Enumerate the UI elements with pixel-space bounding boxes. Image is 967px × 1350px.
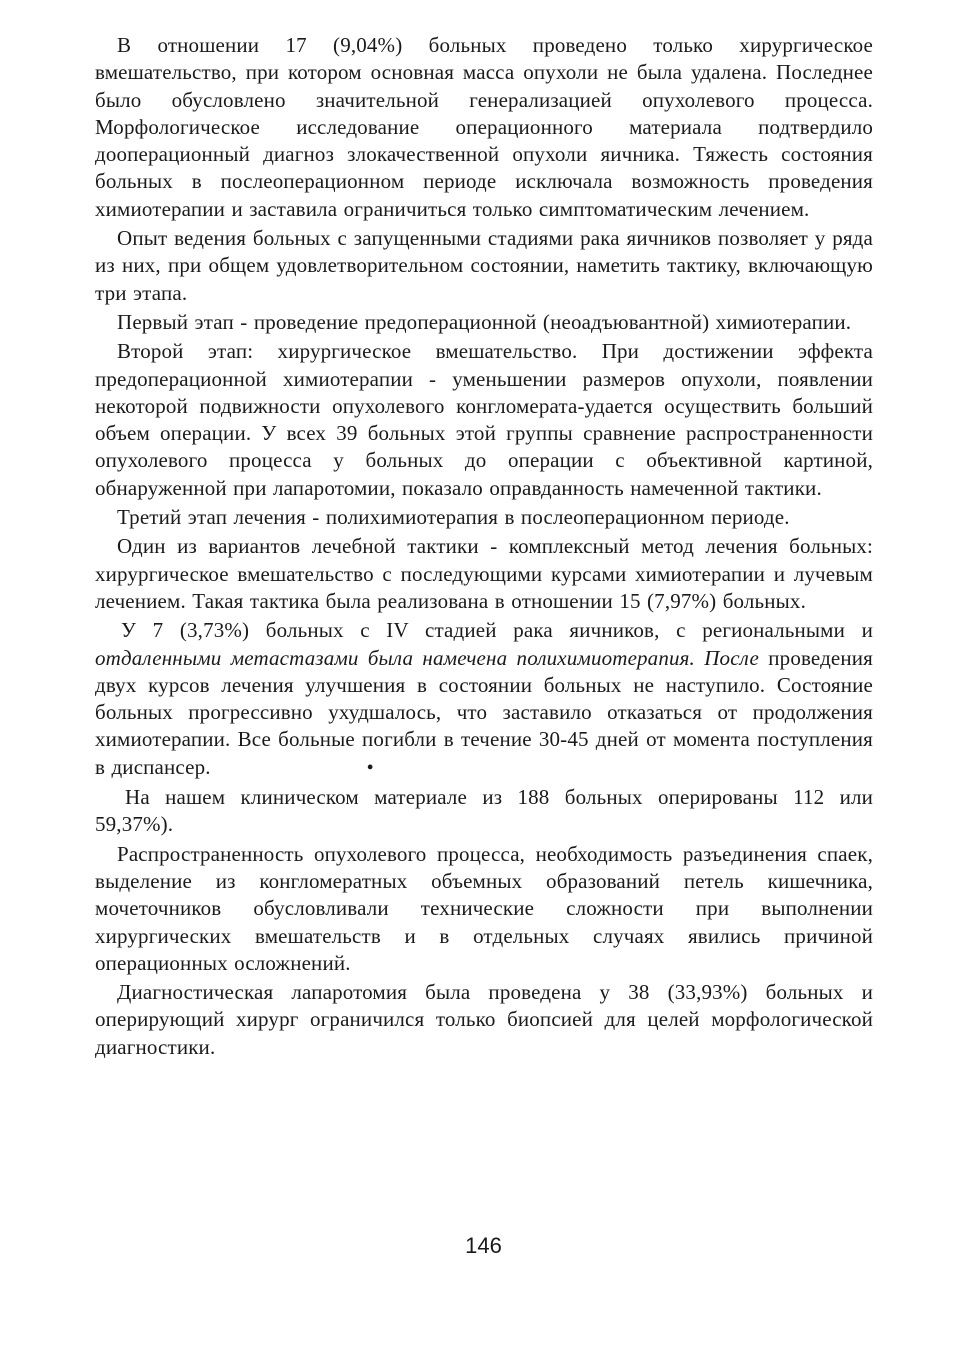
paragraph-combined-method: Один из вариантов лечебной тактики - комплексный метод лечения больных: хирургическое вмешательство с последующими курсами химиотерапии и лучевым лечением. Такая тактика была реализована в отношении 15 (7,97%) больных. [95,534,873,613]
bullet-mark: • [366,756,374,779]
paragraph-technical-difficulties: Распространенность опухолевого процесса, необходимость разъединения спаек, выделение из конгломератных объемных образований петель кишечника, мочеточников обусловливали технические сложности при выполнении хирургических вмешательств и в отдельных случаях явились причиной операционных осложнений. [95,841,873,975]
paragraph-advanced-stage-tactics: Опыт ведения больных с запущенными стадиями рака яичников позволяет у ряда из них, при общем удовлетворительном состоянии, наметить тактику, включающую три этапа. [95,226,873,305]
paragraph-surgery-only: В отношении 17 (9,04%) больных проведено только хирургическое вмешательство, при котором основная масса опухоли не была удалена. Последнее было обусловлено значительной генерализацией опухолевого процесса. Морфологическое исследование операционного материала подтвердило дооперационный диагноз злокачественной опухоли яичника. Тяжесть состояния больных в послеоперационном периоде исключала возможность проведения химиотерапии и заставила ограничиться только симптоматическим лечением. [95,33,873,221]
page-body [95,32,873,1063]
paragraph-second-stage: Второй этап: хирургическое вмешательство. При достижении эффекта предоперационной химиотерапии - уменьшении размеров опухоли, появлении некоторой подвижности опухолевого конгломерата-удается осуществить больший объем операции. У всех 39 больных этой группы сравнение распространенности опухолевого процесса у больных до операции с объективной картиной, обнаруженной при лапаротомии, показало оправданность намеченной тактики. [95,339,873,500]
paragraph-first-stage: Первый этап - проведение предоперационной (неоадъювантной) химиотерапии. [117,309,852,334]
page-number: 146 [465,1233,502,1258]
paragraph-diagnostic-laparotomy: Диагностическая лапаротомия была проведена у 38 (33,93%) больных и оперирующий хирург ограничился только биопсией для целей морфологической диагностики. [95,980,873,1059]
paragraph-operated-count: На нашем клиническом материале из 188 больных оперированы 112 или 59,37%). [95,785,873,837]
paragraph-stage-iv [95,617,873,782]
paragraph-stage-iv-italic: отдаленными метастазами была намечена полихимиотерапия. После [95,645,759,670]
paragraph-stage-iv-lead: У 7 (3,73%) больных с IV стадией рака яичников, с региональными и [121,618,873,643]
paragraph-third-stage: Третий этап лечения - полихимиотерапия в послеоперационном периоде. [117,505,790,530]
paragraph-stage-iv-tail: проведения двух курсов лечения улучшения в состоянии больных не наступило. Состояние больных прогрессивно ухудшалось, что заставило отказаться от продолжения химиотерапии. Все больные погибли в течение 30-45 дней от момента поступления в диспансер. [95,645,873,779]
